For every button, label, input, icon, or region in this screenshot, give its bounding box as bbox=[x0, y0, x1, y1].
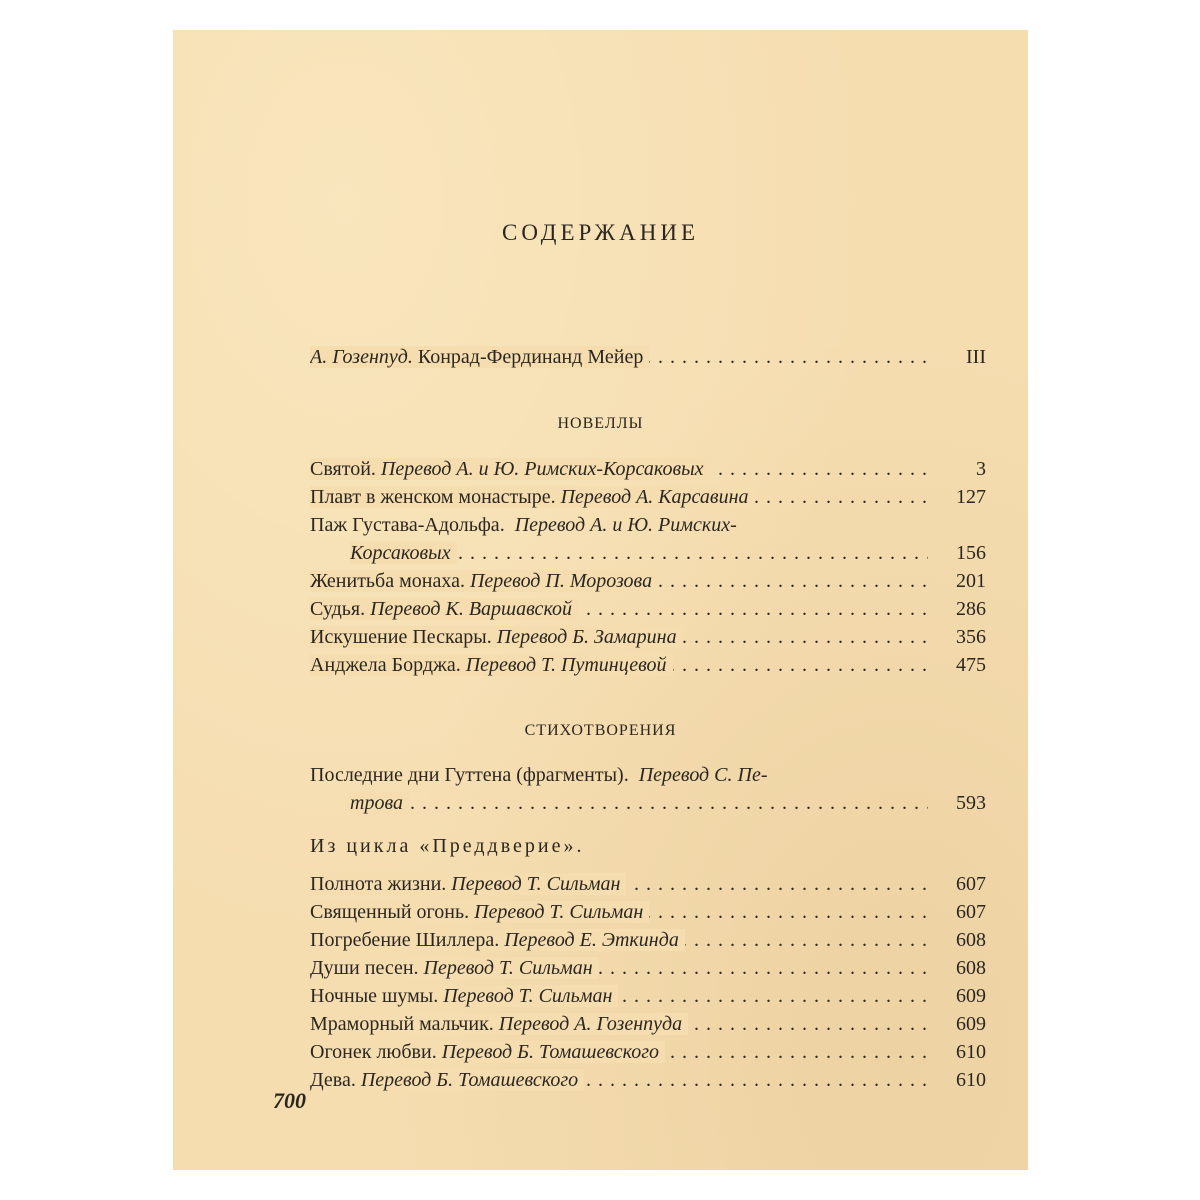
entry-page: 609 bbox=[956, 1013, 986, 1035]
section-heading-novellas: НОВЕЛЛЫ bbox=[557, 415, 644, 432]
toc-entry bbox=[310, 954, 986, 982]
book-page bbox=[173, 30, 1028, 1170]
toc-entry-line bbox=[310, 761, 768, 789]
entry-title: Последние дни Гуттена (фрагменты). bbox=[310, 764, 629, 786]
entry-page: III bbox=[966, 346, 986, 368]
entry-title: Паж Густава-Адольфа. bbox=[310, 514, 505, 536]
entry-page: 475 bbox=[956, 654, 986, 676]
entry-title: Мраморный мальчик. bbox=[310, 1013, 494, 1035]
entry-translator: Перевод Б. Томашевского bbox=[441, 1041, 660, 1063]
toc-entry bbox=[310, 870, 986, 898]
entry-translator: Перевод С. Пе- bbox=[638, 764, 768, 786]
entry-translator: Перевод Е. Эткинда bbox=[504, 929, 679, 951]
entry-title: Дева. bbox=[310, 1069, 356, 1091]
entry-page: 610 bbox=[956, 1041, 986, 1063]
toc-entry bbox=[310, 623, 986, 651]
toc-entry-line bbox=[310, 511, 737, 539]
toc-entry bbox=[310, 982, 986, 1010]
toc-entry bbox=[310, 1066, 986, 1094]
entry-translator: Перевод А. Карсавина bbox=[560, 486, 749, 508]
entry-page: 608 bbox=[956, 957, 986, 979]
toc-entry bbox=[310, 926, 986, 954]
entry-translator: Перевод Т. Путинцевой bbox=[465, 654, 667, 676]
entry-title: Погребение Шиллера. bbox=[310, 929, 500, 951]
entry-title: Конрад-Фердинанд Мейер bbox=[417, 346, 644, 368]
entry-title: Анджела Борджа. bbox=[310, 654, 461, 676]
toc-entry-continuation bbox=[350, 789, 986, 817]
toc-entry bbox=[310, 651, 986, 679]
entry-translator: Перевод Б. Томашевского bbox=[360, 1069, 579, 1091]
toc-entry bbox=[310, 595, 986, 623]
entry-translator: Перевод А. и Ю. Римских- bbox=[514, 514, 737, 536]
toc-entry bbox=[310, 1010, 986, 1038]
entry-translator: Перевод А. Гозенпуда bbox=[498, 1013, 683, 1035]
page-number: 700 bbox=[273, 1088, 306, 1113]
toc-entry bbox=[310, 898, 986, 926]
toc-entry bbox=[310, 567, 986, 595]
section-heading-poems: СТИХОТВОРЕНИЯ bbox=[524, 722, 677, 739]
entry-title: Судья. bbox=[310, 598, 366, 620]
entry-translator: Перевод К. Варшавской bbox=[370, 598, 573, 620]
toc-entry bbox=[310, 1038, 986, 1066]
toc-entry-intro bbox=[310, 343, 986, 371]
entry-translator: Перевод Б. Замарина bbox=[496, 626, 677, 648]
entry-translator: Перевод Т. Сильман bbox=[423, 957, 593, 979]
toc-entry bbox=[310, 455, 986, 483]
entry-page: 201 bbox=[956, 570, 986, 592]
entry-page: 607 bbox=[956, 873, 986, 895]
entry-page: 3 bbox=[976, 458, 986, 480]
entry-page: 610 bbox=[956, 1069, 986, 1091]
page-title: СОДЕРЖАНИЕ bbox=[501, 220, 699, 245]
entry-title: Плавт в женском монастыре. bbox=[310, 486, 556, 508]
entry-title: Священный огонь. bbox=[310, 901, 470, 923]
entry-translator: Перевод Т. Сильман bbox=[443, 985, 613, 1007]
entry-translator: Корсаковых bbox=[350, 542, 451, 564]
entry-translator: Перевод Т. Сильман bbox=[474, 901, 644, 923]
toc-entry bbox=[310, 483, 986, 511]
entry-page: 607 bbox=[956, 901, 986, 923]
entry-title: Души песен. bbox=[310, 957, 419, 979]
entry-page: 356 bbox=[956, 626, 986, 648]
entry-title: Женитьба монаха. bbox=[310, 570, 465, 592]
entry-title: Искушение Пескары. bbox=[310, 626, 492, 648]
entry-author: А. Гозенпуд. bbox=[310, 346, 413, 368]
entry-translator: трова bbox=[350, 792, 403, 814]
entry-page: 156 bbox=[956, 542, 986, 564]
entry-title: Полнота жизни. bbox=[310, 873, 447, 895]
entry-page: 608 bbox=[956, 929, 986, 951]
entry-title: Ночные шумы. bbox=[310, 985, 439, 1007]
cycle-heading: Из цикла «Преддверие». bbox=[310, 835, 585, 857]
entry-page: 127 bbox=[956, 486, 986, 508]
entry-translator: Перевод П. Морозова bbox=[469, 570, 653, 592]
entry-translator: Перевод Т. Сильман bbox=[451, 873, 621, 895]
entry-page: 286 bbox=[956, 598, 986, 620]
entry-page: 609 bbox=[956, 985, 986, 1007]
entry-translator: Перевод А. и Ю. Римских-Корсаковых bbox=[380, 458, 704, 480]
toc-entry-continuation bbox=[350, 539, 986, 567]
entry-title: Святой. bbox=[310, 458, 376, 480]
entry-title: Огонек любви. bbox=[310, 1041, 437, 1063]
entry-page: 593 bbox=[956, 792, 986, 814]
